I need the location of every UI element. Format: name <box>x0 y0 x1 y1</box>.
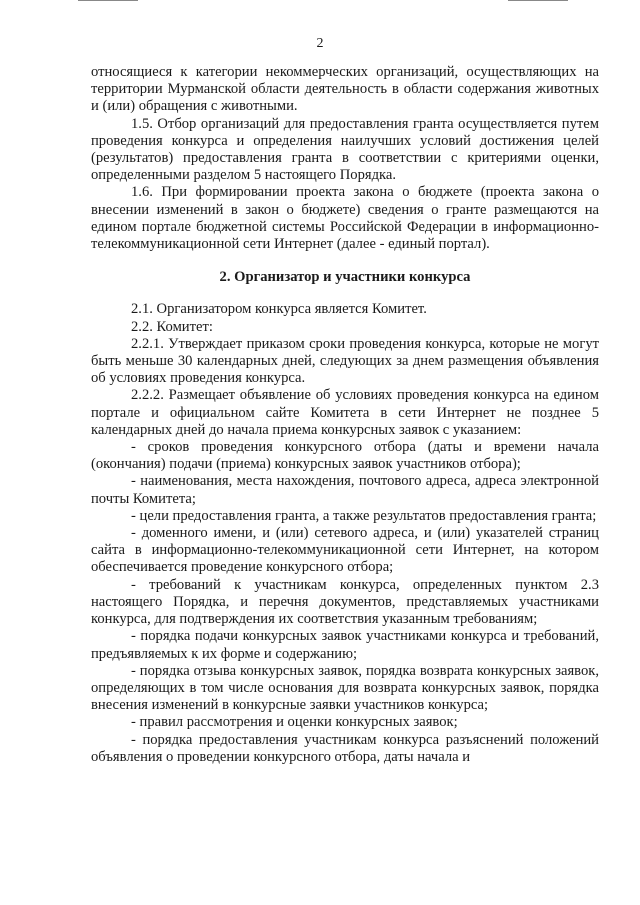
section-1-continuation <box>91 64 599 253</box>
paragraph: 2.2.2. Размещает объявление об условиях проведения конкурса на едином портале и официальном сайте Комитета в сети Интернет не позднее 5 календарных дней до начала приема конкурсных заявок с указанием: <box>91 387 599 438</box>
paragraph: 2.2. Комитет: <box>131 318 213 335</box>
paragraph: 2.2.1. Утверждает приказом сроки проведения конкурса, которые не могут быть меньше 30 календарных дней, следующих за днем размещения объявления об условиях проведения конкурса. <box>91 335 599 387</box>
paragraph: - доменного имени, и (или) сетевого адреса, и (или) указателей страниц сайта в информационно-телекоммуникационной сети Интернет, на котором обеспечивается проведение конкурсного отбора; <box>91 525 599 576</box>
top-rule-left <box>78 0 138 1</box>
paragraph: 2.1. Организатором конкурса является Комитет. <box>131 301 427 318</box>
paragraph: относящиеся к категории некоммерческих организаций, осуществляющих на территории Мурманской области деятельность в области содержания животных и (или) обращения с животными. <box>91 64 599 115</box>
section-heading: 2. Организатор и участники конкурса <box>219 269 471 286</box>
page-number: 2 <box>316 36 324 51</box>
paragraph: - порядка подачи конкурсных заявок участниками конкурса и требований, предъявляемых к их форме и содержанию; <box>91 628 599 662</box>
top-rule-right <box>508 0 568 1</box>
paragraph: - сроков проведения конкурсного отбора (даты и времени начала (окончания) подачи (приема) конкурсных заявок участников отбора); <box>91 439 599 473</box>
paragraph: - требований к участникам конкурса, определенных пунктом 2.3 настоящего Порядка, и перечня документов, представляемых участниками конкурса, для подтверждения их соответствия указанным требованиям; <box>91 576 599 628</box>
section-2-body <box>91 301 599 765</box>
document-body <box>91 64 599 766</box>
paragraph: 1.5. Отбор организаций для предоставления гранта осуществляется путем проведения конкурса и определения наилучших условий достижения целей (результатов) предоставления гранта в соответствии с критериями оценки, определенными разделом 5 настоящего Порядка. <box>91 115 599 184</box>
paragraph: - порядка отзыва конкурсных заявок, порядка возврата конкурсных заявок, определяющих в том числе основания для возврата конкурсных заявок, порядка внесения изменений в конкурсные заявки участников конкурса; <box>91 662 599 714</box>
paragraph: - правил рассмотрения и оценки конкурсных заявок; <box>131 714 458 731</box>
paragraph: 1.6. При формировании проекта закона о бюджете (проекта закона о внесении изменений в закон о бюджете) сведения о гранте размещаются на едином портале бюджетной системы Российской Федерации в информационно-телекоммуникационной сети Интернет (далее - единый портал). <box>91 184 599 253</box>
paragraph: - порядка предоставления участникам конкурса разъяснений положений объявления о проведении конкурсного отбора, даты начала и <box>91 731 599 765</box>
paragraph: - цели предоставления гранта, а также результатов предоставления гранта; <box>131 507 597 524</box>
paragraph: - наименования, места нахождения, почтового адреса, адреса электронной почты Комитета; <box>91 473 599 507</box>
